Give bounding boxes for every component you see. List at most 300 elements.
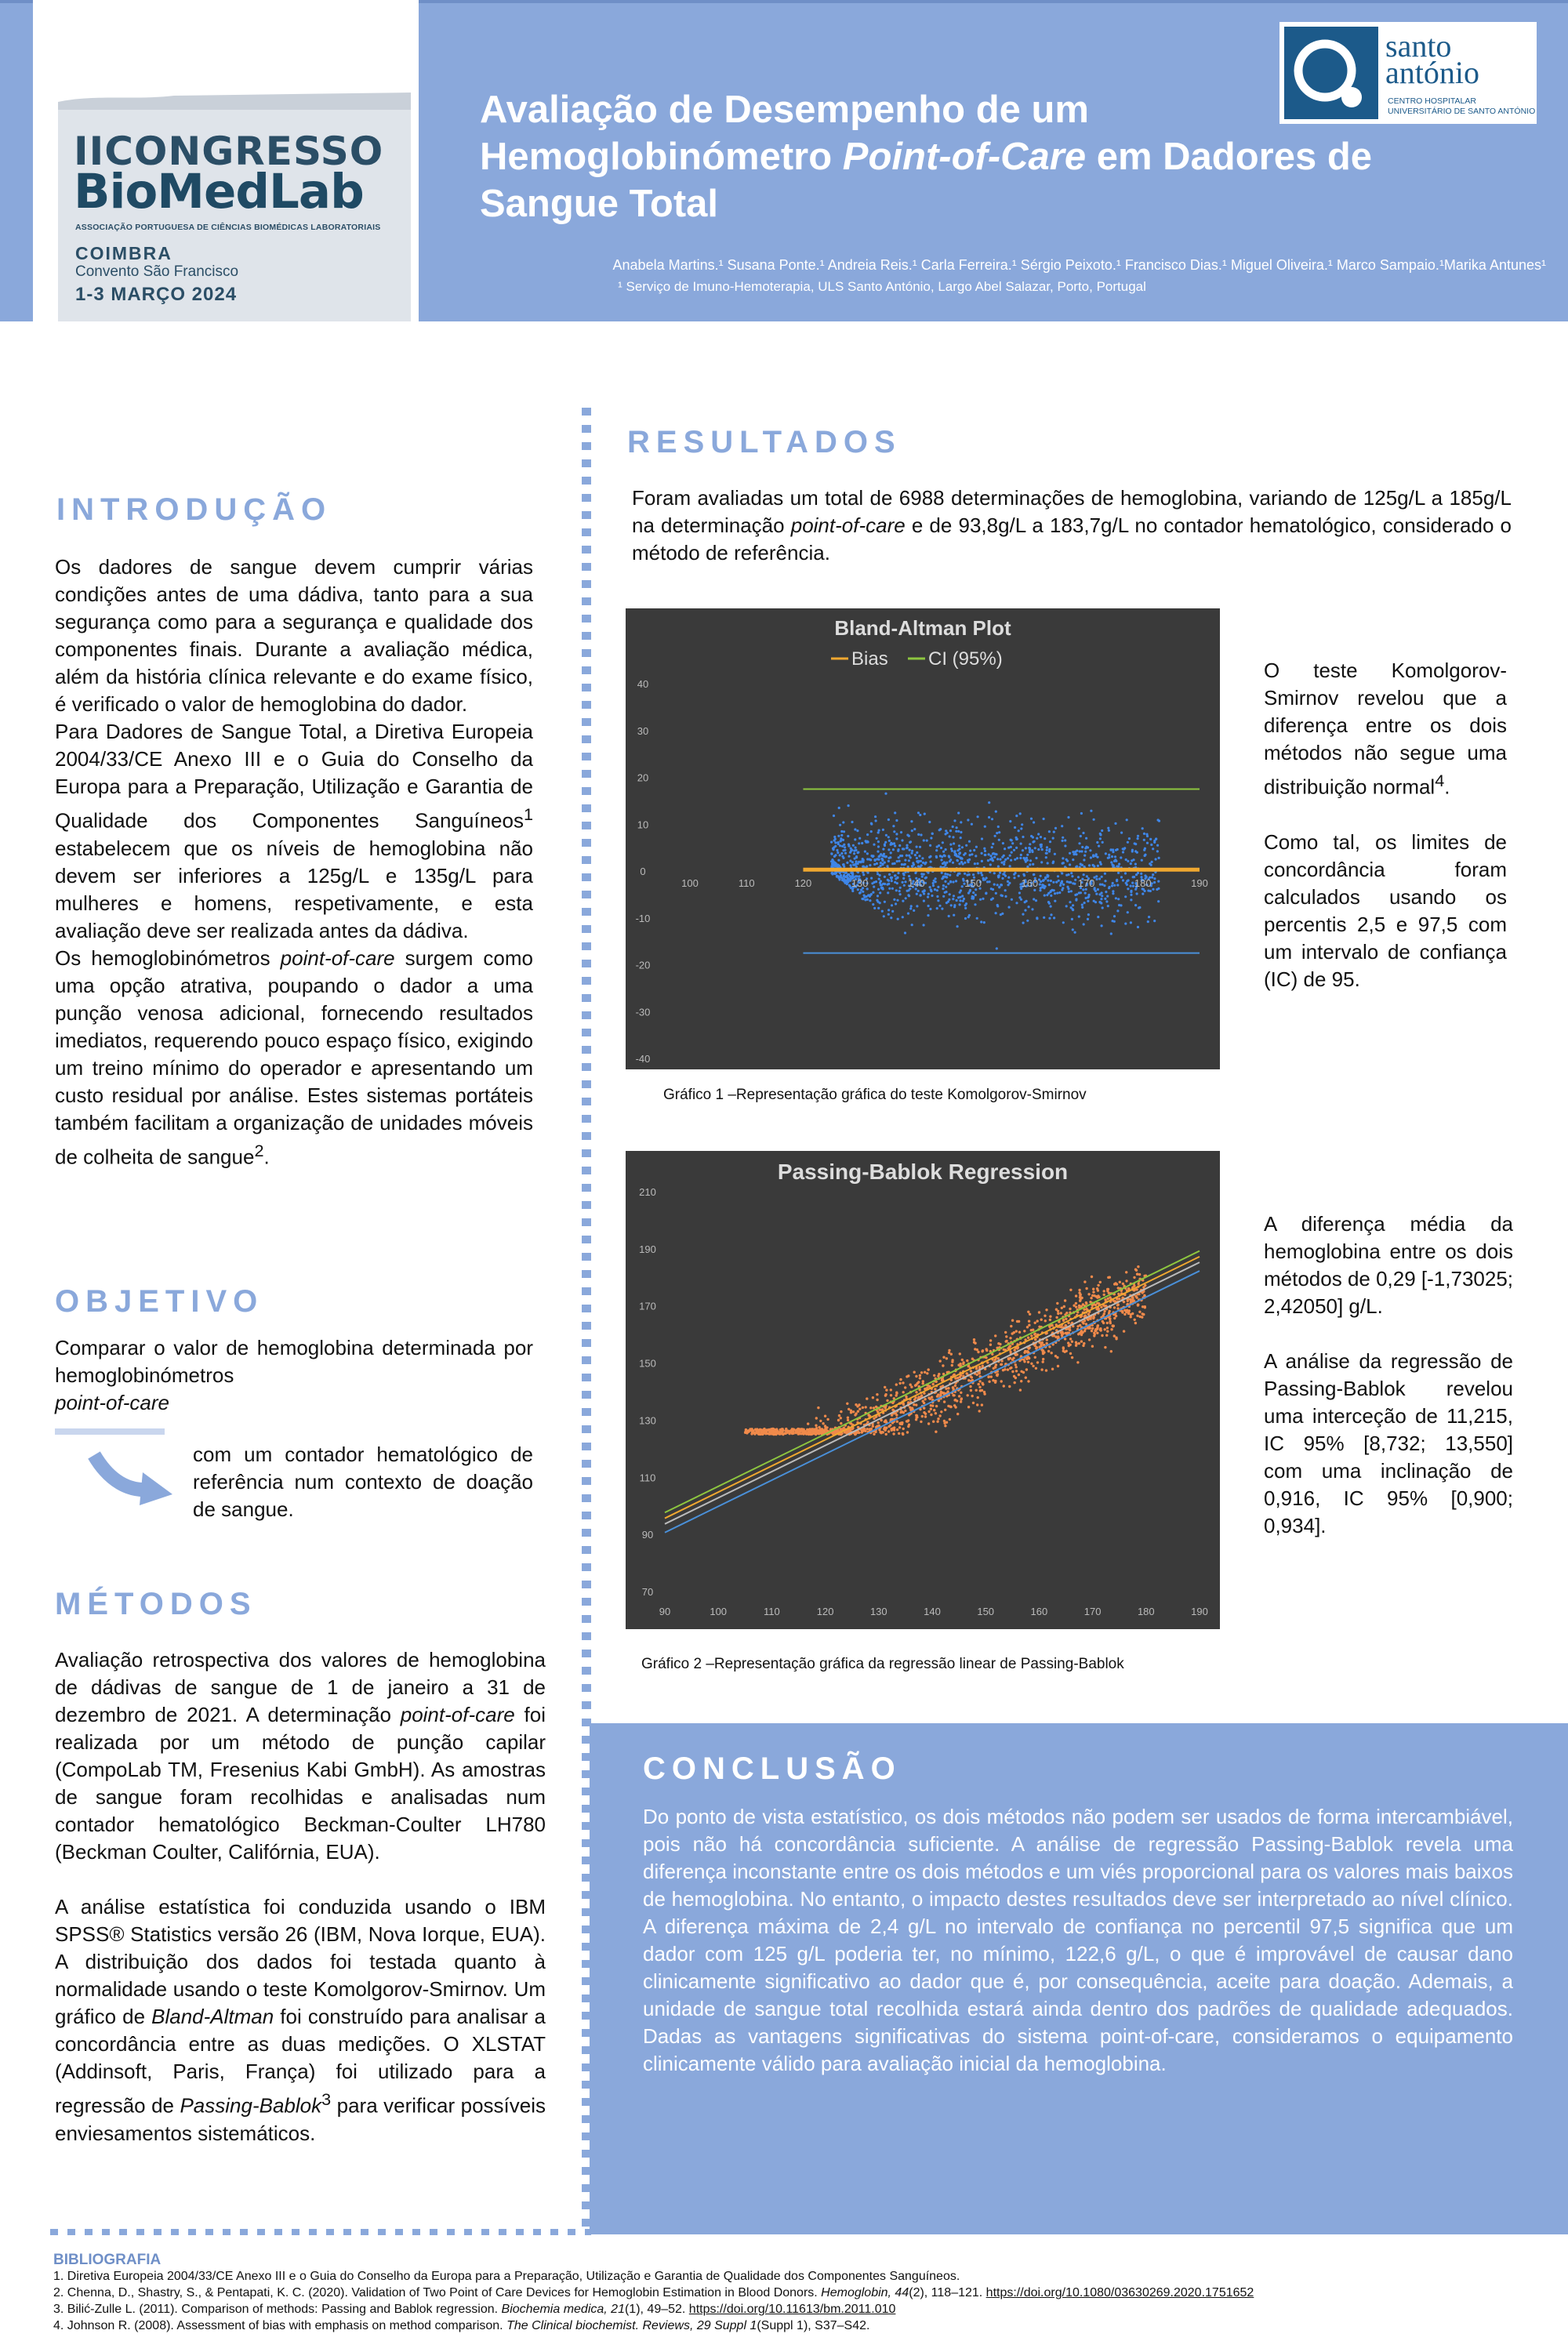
data-point — [996, 947, 998, 949]
data-point — [924, 1415, 927, 1417]
data-point — [1137, 1265, 1139, 1268]
data-point — [971, 895, 974, 898]
data-point — [1123, 1313, 1126, 1316]
data-point — [1074, 931, 1076, 934]
data-point — [1105, 852, 1107, 855]
data-point — [844, 846, 846, 848]
data-point — [900, 831, 902, 833]
data-point — [1075, 1305, 1077, 1308]
data-point — [942, 1364, 944, 1367]
data-point — [954, 853, 956, 855]
data-point — [1026, 859, 1029, 862]
data-point — [884, 855, 887, 858]
data-point — [996, 832, 998, 834]
data-point — [866, 852, 869, 855]
data-point — [1060, 1326, 1062, 1328]
data-point — [1153, 877, 1156, 880]
data-point — [1157, 880, 1160, 883]
data-point — [949, 874, 951, 877]
data-point — [1032, 1365, 1034, 1367]
data-point — [945, 1388, 947, 1390]
data-point — [919, 895, 921, 897]
data-point — [1097, 888, 1099, 891]
data-point — [752, 1429, 754, 1432]
data-point — [997, 826, 1000, 828]
data-point — [1047, 876, 1049, 878]
data-point — [917, 890, 920, 892]
data-point — [881, 887, 884, 889]
data-point — [1152, 873, 1154, 876]
data-point — [971, 823, 973, 826]
data-point — [872, 891, 874, 894]
data-point — [884, 1386, 886, 1388]
data-point — [1022, 922, 1025, 924]
data-point — [1044, 877, 1047, 880]
data-point — [1056, 892, 1058, 895]
data-point — [1073, 883, 1076, 885]
data-point — [1053, 831, 1055, 833]
data-point — [1035, 899, 1037, 902]
data-point — [1015, 1370, 1018, 1372]
data-point — [1116, 866, 1118, 868]
data-point — [866, 1397, 868, 1399]
data-point — [864, 851, 866, 853]
data-point — [993, 852, 995, 855]
data-point — [927, 1410, 930, 1413]
x-tick-label: 120 — [816, 1606, 834, 1617]
data-point — [850, 864, 852, 866]
data-point — [1113, 1306, 1116, 1308]
data-point — [1080, 1334, 1083, 1336]
data-point — [953, 914, 955, 916]
hospital-logo — [1279, 22, 1537, 124]
data-point — [1038, 1326, 1040, 1328]
data-point — [1136, 892, 1138, 895]
data-point — [1150, 864, 1152, 866]
data-point — [1026, 854, 1029, 856]
data-point — [877, 907, 880, 909]
data-point — [902, 873, 905, 875]
data-point — [1007, 1357, 1010, 1359]
data-point — [1020, 898, 1022, 901]
data-point — [1078, 1305, 1080, 1307]
data-point — [912, 862, 914, 864]
data-point — [1108, 854, 1110, 856]
data-point — [859, 891, 862, 894]
data-point — [1120, 832, 1123, 834]
data-point — [1052, 837, 1054, 840]
data-point — [1032, 1329, 1034, 1331]
data-point — [873, 907, 876, 909]
data-point — [1044, 1319, 1047, 1322]
data-point — [908, 855, 910, 857]
data-point — [842, 857, 844, 859]
data-point — [988, 853, 990, 855]
data-point — [902, 848, 905, 850]
data-point — [1134, 1322, 1137, 1324]
data-point — [1029, 848, 1031, 850]
data-point — [917, 860, 920, 862]
x-tick-label: 150 — [977, 1606, 995, 1617]
data-point — [987, 1376, 989, 1378]
data-point — [1122, 851, 1124, 853]
data-point — [1103, 1290, 1105, 1292]
data-point — [858, 842, 860, 844]
data-point — [1125, 1271, 1127, 1273]
data-point — [951, 1364, 953, 1367]
data-point — [917, 866, 920, 868]
data-point — [866, 840, 869, 843]
data-point — [1071, 1341, 1073, 1343]
data-point — [977, 872, 979, 874]
data-point — [902, 916, 904, 918]
data-point — [946, 1357, 948, 1359]
data-point — [1138, 906, 1141, 909]
regression-line-2 — [665, 1262, 1200, 1524]
data-point — [1045, 856, 1047, 858]
data-point — [956, 899, 958, 902]
reference-2-link[interactable]: https://doi.org/10.1080/03630269.2020.1751652 — [985, 2286, 1254, 2299]
data-point — [773, 1433, 775, 1436]
data-point — [877, 831, 880, 833]
data-point — [872, 855, 874, 857]
conclusion-heading: CONCLUSÃO — [643, 1751, 902, 1786]
data-point — [890, 1388, 892, 1391]
data-point — [1127, 1287, 1130, 1290]
data-point — [1148, 916, 1150, 918]
data-point — [1104, 1328, 1106, 1330]
data-point — [1078, 1342, 1080, 1345]
data-point — [939, 855, 942, 857]
data-point — [980, 872, 982, 874]
data-point — [929, 908, 931, 910]
data-point — [932, 884, 935, 887]
data-point — [1052, 881, 1054, 884]
data-point — [837, 865, 840, 867]
data-point — [844, 872, 847, 874]
data-point — [967, 1406, 970, 1408]
data-point — [941, 877, 943, 880]
data-point — [1069, 863, 1071, 866]
data-point — [964, 907, 967, 909]
data-point — [1034, 1322, 1036, 1324]
data-point — [1018, 1374, 1020, 1376]
data-point — [1069, 1352, 1072, 1355]
data-point — [958, 1395, 960, 1397]
data-point — [1112, 882, 1114, 884]
data-point — [935, 1405, 938, 1407]
data-point — [1029, 863, 1031, 866]
data-point — [963, 854, 965, 856]
data-point — [957, 830, 960, 833]
data-point — [916, 893, 918, 895]
data-point — [904, 880, 906, 883]
data-point — [959, 899, 961, 902]
data-point — [1064, 844, 1066, 847]
data-point — [1056, 1302, 1058, 1305]
data-point — [976, 1403, 978, 1406]
data-point — [1014, 872, 1017, 874]
data-point — [1087, 1313, 1090, 1316]
data-point — [947, 901, 949, 903]
data-point — [933, 1374, 935, 1377]
conclusion-text: Do ponto de vista estatístico, os dois métodos não podem ser usados de forma intercambiável, pois não há concordância suficiente. A análise de regressão Passing-Bablok revela uma diferença inconstante entre os dois métodos e um viés proporcional para os valores mais baixos de hemoglobina. No entanto, o impacto destes resultados deve ser interpretado ao nível clínico. A diferença máxima de 2,4 g/L no intervalo de confiança no percentil 97,5 significa que um dador com 125 g/L poderia ter, no mínimo, 122,6 g/L, o que é improvável de causar dano clinicamente significativo ao dador que é, por consequência, aceite para doação. Ademais, a unidade de sangue total recolhida estará ainda dentro dos padrões de qualidade adequados. Dadas as vantagens significativas do sistema point-of-care, consideramos o equipamento clinicamente válido para avaliação inicial da hemoglobina. — [643, 1805, 1513, 2075]
data-point — [887, 880, 890, 882]
data-point — [1087, 918, 1089, 920]
data-point — [1125, 858, 1127, 861]
data-point — [902, 881, 904, 884]
data-point — [894, 811, 896, 814]
data-point — [982, 1349, 984, 1352]
data-point — [1147, 920, 1149, 923]
data-point — [938, 829, 941, 831]
data-point — [940, 847, 942, 849]
data-point — [872, 1396, 874, 1399]
data-point — [1080, 1331, 1082, 1334]
data-point — [919, 1374, 921, 1377]
data-point — [837, 851, 839, 854]
data-point — [1062, 840, 1064, 842]
data-point — [967, 1365, 970, 1367]
data-point — [1062, 862, 1064, 865]
data-point — [862, 873, 865, 876]
data-point — [1007, 847, 1010, 849]
data-point — [1099, 884, 1102, 886]
data-point — [1079, 1324, 1081, 1327]
data-point — [1054, 892, 1056, 895]
data-point — [929, 844, 931, 847]
data-point — [834, 865, 837, 867]
data-point — [1008, 1346, 1011, 1348]
data-point — [842, 849, 844, 851]
data-point — [1077, 1333, 1080, 1335]
data-point — [920, 864, 923, 866]
data-point — [1008, 906, 1011, 909]
data-point — [848, 804, 850, 807]
data-point — [898, 860, 901, 862]
data-point — [1065, 858, 1068, 861]
data-point — [803, 1432, 805, 1435]
data-point — [1069, 881, 1072, 884]
data-point — [1143, 1294, 1145, 1297]
data-point — [953, 842, 955, 844]
data-point — [998, 886, 1000, 888]
data-point — [974, 862, 976, 865]
data-point — [1010, 1325, 1012, 1327]
data-point — [851, 821, 853, 823]
data-point — [852, 1410, 855, 1413]
data-point — [799, 1430, 801, 1432]
data-point — [836, 849, 838, 851]
data-point — [833, 873, 835, 875]
data-point — [1074, 851, 1076, 853]
data-point — [1117, 872, 1120, 874]
data-point — [866, 1421, 869, 1423]
data-point — [1088, 1338, 1091, 1341]
data-point — [1111, 884, 1113, 887]
data-point — [1116, 1283, 1118, 1285]
data-point — [955, 830, 957, 833]
data-point — [995, 853, 997, 855]
data-point — [960, 837, 962, 839]
data-point — [1013, 849, 1015, 851]
data-point — [870, 877, 873, 880]
data-point — [993, 872, 996, 874]
data-point — [901, 839, 903, 841]
data-point — [1040, 1368, 1043, 1370]
data-point — [895, 889, 898, 891]
data-point — [1024, 1350, 1026, 1352]
data-point — [1082, 1345, 1084, 1347]
data-point — [916, 905, 918, 907]
data-point — [875, 880, 877, 883]
data-point — [985, 877, 988, 879]
data-point — [942, 841, 944, 844]
data-point — [1105, 900, 1108, 902]
data-point — [980, 920, 982, 923]
data-point — [902, 1381, 904, 1384]
legend-bias-label: Bias — [851, 648, 888, 670]
data-point — [966, 1359, 968, 1362]
data-point — [979, 898, 982, 901]
x-tick-label: 100 — [710, 1606, 728, 1617]
x-tick-label: 90 — [659, 1606, 671, 1617]
data-point — [837, 843, 840, 845]
data-point — [907, 866, 909, 868]
data-point — [1018, 891, 1021, 894]
data-point — [893, 830, 895, 833]
data-point — [1131, 1297, 1134, 1299]
data-point — [1098, 1302, 1100, 1305]
data-point — [991, 818, 993, 820]
data-point — [1032, 863, 1034, 866]
data-point — [974, 903, 976, 906]
data-point — [1123, 1301, 1125, 1303]
curved-arrow-icon — [55, 1427, 180, 1505]
data-point — [836, 875, 838, 877]
data-point — [886, 865, 888, 867]
data-point — [1081, 904, 1083, 906]
data-point — [955, 880, 957, 882]
data-point — [843, 844, 845, 846]
data-point — [975, 894, 977, 896]
data-point — [956, 826, 958, 829]
data-point — [906, 844, 908, 847]
data-point — [898, 1432, 900, 1435]
congress-city: COIMBRA — [75, 243, 172, 263]
data-point — [850, 1410, 852, 1412]
data-point — [886, 1399, 888, 1402]
data-point — [920, 833, 922, 836]
data-point — [1054, 900, 1056, 902]
reference-3-link[interactable]: https://doi.org/10.11613/bm.2011.010 — [688, 2303, 896, 2316]
data-point — [946, 876, 948, 878]
data-point — [939, 1359, 942, 1362]
data-point — [944, 855, 946, 857]
data-point — [1074, 894, 1076, 896]
data-point — [949, 893, 951, 895]
data-point — [902, 877, 905, 880]
data-point — [868, 858, 870, 861]
data-point — [1142, 827, 1144, 829]
data-point — [1106, 1322, 1109, 1324]
y-tick-label: 90 — [641, 1529, 654, 1541]
data-point — [1031, 908, 1033, 910]
data-point — [793, 1429, 795, 1432]
data-point — [1102, 906, 1104, 909]
data-point — [878, 878, 880, 880]
data-point — [944, 873, 946, 875]
data-point — [956, 925, 959, 927]
bland-altman-chart — [626, 608, 1220, 1069]
data-point — [763, 1428, 765, 1431]
data-point — [1156, 850, 1159, 852]
data-point — [919, 814, 921, 816]
data-point — [930, 888, 932, 891]
results-side-text-1: O teste Komolgorov-Smirnov revelou que a diferença entre os dois métodos não segue uma distribuição normal$^4$. Como tal, os limites de concordância foram calculados usando os percentis 2,5 e 97,5 com um intervalo de confiança (IC) de 95. — [1264, 659, 1507, 991]
data-point — [1151, 861, 1153, 863]
data-point — [978, 1380, 981, 1382]
data-point — [907, 1401, 909, 1403]
data-point — [878, 855, 880, 857]
data-point — [878, 829, 880, 832]
data-point — [1134, 863, 1137, 866]
data-point — [940, 1410, 942, 1413]
data-point — [1004, 895, 1007, 898]
data-point — [1127, 1300, 1129, 1302]
data-point — [1009, 865, 1011, 867]
data-point — [1055, 1308, 1058, 1311]
data-point — [897, 872, 899, 874]
data-point — [869, 1406, 872, 1409]
data-point — [1049, 840, 1051, 843]
data-point — [1094, 1328, 1097, 1330]
data-point — [1011, 1319, 1014, 1322]
data-point — [1029, 843, 1031, 845]
data-point — [1014, 826, 1016, 829]
data-point — [1074, 879, 1076, 881]
data-point — [873, 886, 875, 888]
data-point — [924, 1398, 926, 1400]
data-point — [1127, 841, 1129, 844]
data-point — [999, 872, 1001, 874]
data-point — [1064, 1351, 1066, 1353]
data-point — [855, 863, 857, 866]
data-point — [1109, 1322, 1112, 1324]
data-point — [1079, 1296, 1081, 1298]
data-point — [1040, 880, 1042, 883]
data-point — [847, 1419, 849, 1421]
data-point — [896, 1428, 898, 1431]
data-point — [1109, 886, 1111, 888]
data-point — [1130, 885, 1132, 887]
data-point — [840, 877, 843, 879]
data-point — [1065, 905, 1068, 907]
data-point — [976, 917, 978, 920]
x-tick-label: 100 — [681, 877, 699, 889]
data-point — [887, 883, 890, 885]
data-point — [971, 1395, 974, 1397]
data-point — [957, 811, 960, 814]
data-point — [819, 1420, 822, 1422]
data-point — [910, 1385, 913, 1388]
data-point — [888, 840, 891, 842]
data-point — [1048, 902, 1051, 905]
data-point — [866, 898, 869, 901]
data-point — [855, 1412, 857, 1414]
data-point — [1062, 921, 1065, 924]
data-point — [904, 1386, 906, 1388]
